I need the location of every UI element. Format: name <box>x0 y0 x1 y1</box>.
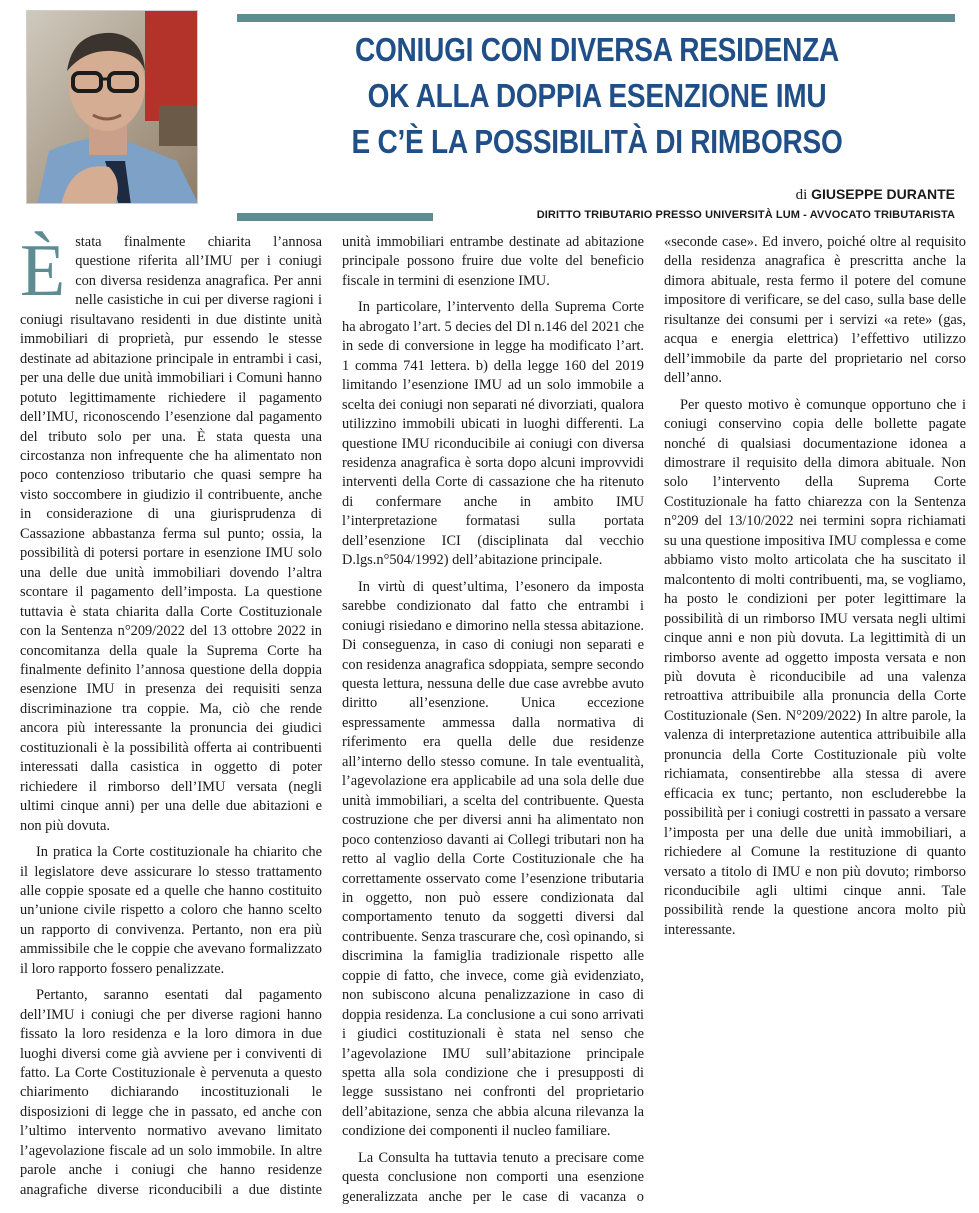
headline-line-2: OK ALLA DOPPIA ESENZIONE IMU <box>367 77 827 114</box>
headline <box>294 27 901 165</box>
article-paragraph: Pertanto, saranno esentati dal pagamento dell’IMU i coniugi che per diverse ragioni hanno fissato la loro residenza e la loro dimora in due luoghi diversi come già avviene per i conviventi di fatto. La Corte Costituzionale è pervenuta a questo chiarimento dichiarando incostituzionali le disposizioni di legge che in passato, ed anche con l’ultimo intervento normativo avevano limitato l’agevolazione fiscale ad un solo immobile. In altre parole anche i coniugi che hanno residenze anagrafiche diverse riconducibili a due distinte unità immobiliari entrambe destinate ad abitazione principale possono fruire due volte del beneficio fiscale in termini di esenzione IMU. <box>20 234 644 1198</box>
byline <box>796 186 955 204</box>
drop-cap: È <box>20 230 66 312</box>
headline-line-3: E C’È LA POSSIBILITÀ DI RIMBORSO <box>351 123 843 160</box>
article-paragraph <box>20 230 322 836</box>
author-role: DIRITTO TRIBUTARIO PRESSO UNIVERSITÀ LUM - AVVOCATO TRIBUTARISTA <box>536 209 955 221</box>
header-rule-top <box>237 14 955 22</box>
header-rule-bottom <box>237 213 433 221</box>
article-paragraph: In pratica la Corte costituzionale ha chiarito che il legislatore deve assicurare lo stesso trattamento alle coppie sposate ed a quelle che hanno costituito un’unione civile rispetto a coloro che hanno scelto un rapporto di convivenza. Pertanto, non era più ammissibile che le coppie che avevano formalizzato il loro rapporto fossero penalizzate. <box>20 844 322 977</box>
author-name: GIUSEPPE DURANTE <box>811 186 955 202</box>
article-body <box>20 230 966 1208</box>
author-photo <box>26 10 198 204</box>
paragraph-text: stata finalmente chiarita l’annosa questione riferita all’IMU per i coniugi con diversa residenza anagrafica. Per anni nelle casistiche in cui per diverse ragioni i coniugi risultavano residenti in due distinte unità immobiliari di proprietà, pur essendo le stesse destinate ad abitazione principale in entrambi i casi, per una delle due unità immobiliari i Comuni hanno potuto legittimamente richiedere il pagamento dell’IMU, riconoscendo l’esenzione dal pagamento del tributo solo per una. È stata questa una circostanza non infrequente che ha alimentato non poco contenzioso tributario che quasi sempre ha visto soccombere in giudizio il contribuente, anche in considerazione di una giurisprudenza di Cassazione abbastanza ferma sul punto; ossia, la possibilità di potersi portare in esenzione IMU solo una delle due unità immobiliari dovendo l’altra scontare il pagamento dell’imposta. La questione tuttavia è stata chiarita dalla Corte Costituzionale con la Sentenza n°209/2022 del 13 ottobre 2022 in concomitanza della quale la Suprema Corte ha finalmente definito l’annosa questione della doppia esenzione IMU in presenza dei requisiti senza discriminazione tra coppie. Ma, ciò che rende ancora più interessante la pronuncia dei giudici costituzionali è la possibilità offerta ai contribuenti interessati dalla casistica in oggetto di poter richiedere il rimborso dell’IMU versata (negli ultimi cinque anni) per una delle due abitazioni e non più dovuta. <box>20 234 322 834</box>
article-paragraph: Per questo motivo è comunque opportuno che i coniugi conservino copia delle bollette pagate nonché di qualsiasi documentazione idonea a dimostrare il requisito della dimora abituale. Non solo l’intervento della Suprema Corte Costituzionale ha fatto chiarezza con la Sentenza n°209 del 13/10/2022 nei termini sopra richiamati su una questione impositiva IMU complessa e come abbiamo visto molto articolata che ha suscitato il malcontento di molti contribuenti, ma, se vogliamo, ha posto le condizioni per poter legittimare la possibilità di un rimborso IMU versata negli ultimi cinque anni e non più dovuta. La legittimità di un rimborso avente ad oggetto imposta versata e non più dovuta è riconducibile ad una valenza retroattiva attribuibile alla pronuncia della Corte Costituzionale (Sen. N°209/2022) In altre parole, la valenza di interpretazione autentica attribuibile alla pronuncia della Corte Costituzionale più volte richiamata, consentirebbe alla stessa di avere efficacia ex tunc; pertanto, non escluderebbe la possibilità per i coniugi costretti in passato a versare l’imposta per una delle due unità immobiliari, a richiedere al Comune la restituzione di quanto versato a titolo di IMU e non più dovuto; rimborso riconducibile agli ultimi cinque anni. Tale possibilità rende la questione ancora molto più interessante. <box>664 396 966 938</box>
article-paragraph: La Consulta ha tuttavia tenuto a precisare come questa conclusione non comporti una esenzione generalizzata anche per le case di vacanza o «seconde case». Ed invero, poiché oltre al requisito della residenza anagrafica è prescritta anche la dimora abituale, resta fermo il potere del comune impositore di verificare, se del caso, sulla base delle risultanze dei consumi per i servizi «a rete» (gas, acqua e energia elettrica) l’effettivo utilizzo dell’immobile da parte del proprietario nel corso dell’anno. <box>342 234 966 1205</box>
byline-prefix: di <box>795 187 808 203</box>
article-paragraph: In particolare, l’intervento della Suprema Corte ha abrogato l’art. 5 decies del Dl n.146 del 2021 che in sede di conversione in legge ha modificato l’art. 1 comma 741 lettera. b) della legge 160 del 2019 limitando l’esenzione IMU ad un solo immobile a scelta dei coniugi non separati né divorziati, qualora utilizzino immobili ubicati in luoghi differenti. La questione IMU riconducibile ai coniugi con diversa residenza anagrafica è sorta dopo alcuni improvvidi interventi della Corte di cassazione che ha ritenuto di confermare anche in ambito IMU l’interpretazione formatasi sulla portata dell’esenzione ICI (disciplinata dal vecchio D.lgs.n°504/1992) dell’abitazione principale. <box>342 299 644 569</box>
headline-line-1: CONIUGI CON DIVERSA RESIDENZA <box>354 31 840 68</box>
article-paragraph: In virtù di quest’ultima, l’esonero da imposta sarebbe condizionato dal fatto che entrambi i coniugi risiedano e dimorino nella stessa abitazione. Di conseguenza, in caso di coniugi non separati e con residenza anagrafica sdoppiata, sempre secondo questa lettura, nessuna delle due case avrebbe avuto diritto all’esenzione. Unica eccezione espressamente ammessa dalla normativa di riferimento era quella delle due residenze all’interno dello stesso comune. In tale eventualità, l’agevolazione era applicabile ad una sola delle due unità immobiliari, a scelta del contribuente. Questa costruzione che per diversi anni ha alimentato non poco contenzioso davanti ai Collegi tributari non ha retto al vaglio della Corte Costituzionale che ha correttamente osservato come l’esenzione tributaria in oggetto, non può essere condizionata dal comportamento tenuto da soggetti diversi dal contribuente. Senza trascurare che, così opinando, si discrimina la famiglia tradizionale rispetto alle coppie di fatto, che invece, come già evidenziato, non subiscono alcuna penalizzazione in caso di doppia residenza. La conclusione a cui sono arrivati i giudici costituzionali è stata nel senso che l’agevolazione IMU sull’abitazione principale spetta alla sola condizione che i presupposti di legge sussistano nei confronti del proprietario dell’abitazione, senza che abbia alcuna rilevanza la condizione dei componenti il nucleo familiare. <box>342 578 644 1140</box>
